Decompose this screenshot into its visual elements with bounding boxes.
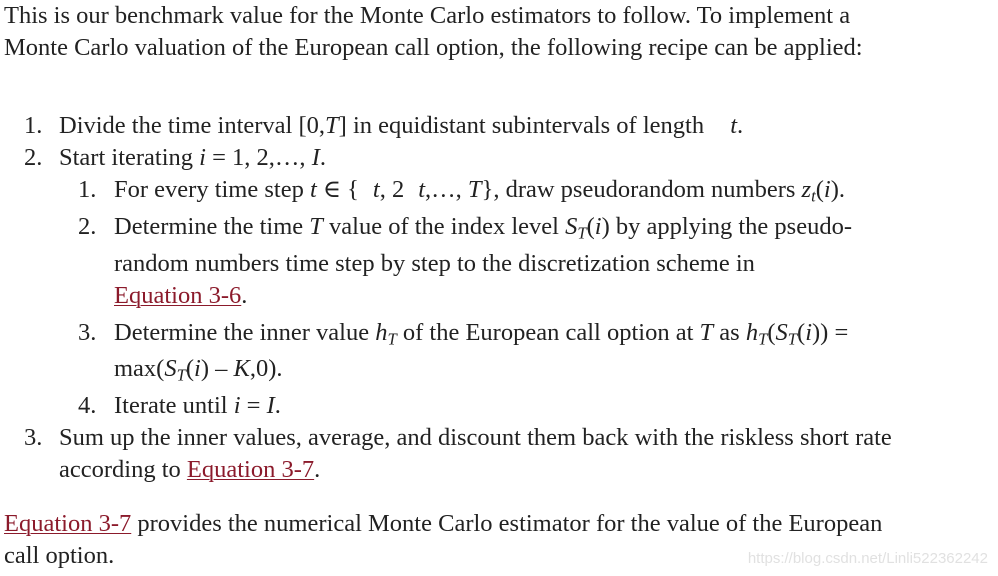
list-number: 2.: [24, 144, 43, 171]
list-number: 3.: [78, 319, 97, 346]
list-number: 2.: [78, 213, 97, 240]
recipe-list: [4, 110, 892, 486]
list-number: 1.: [24, 112, 43, 139]
list-item: 3. Determine the inner value $h_T$ of the European call option at T as $h_T(S_T(i))$ = $\max(S_T(i) - K,0)$.: [78, 319, 849, 385]
list-item: 2. Start iterating i = 1, 2,…, I.: [4, 142, 892, 174]
nested-list: [4, 174, 892, 422]
list-number: 4.: [78, 392, 97, 419]
equation-3-7-link[interactable]: Equation 3-7: [4, 510, 132, 537]
list-item: 1. For every time step t ∈ { t, 2 t,…, T}, draw pseudorandom numbers $z_t(i)$.: [78, 176, 846, 206]
watermark: https://blog.csdn.net/Linli522362242: [747, 550, 988, 567]
list-item: 1. Divide the time interval [0,T] in equidistant subintervals of length t.: [4, 110, 892, 142]
outro-paragraph: Equation 3-7 provides the numerical Monte Carlo estimator for the value of the European call option.: [4, 510, 883, 569]
equation-3-7-link[interactable]: Equation 3-7: [186, 456, 315, 483]
list-number: 1.: [78, 176, 97, 203]
list-item: 4. Iterate until i = I.: [4, 390, 892, 422]
intro-line-2: Monte Carlo valuation of the European call option, the following recipe can be applied:: [4, 34, 863, 61]
list-number: 3.: [24, 424, 43, 451]
list-item: 3. Sum up the inner values, average, and discount them back with the riskless short rate according to Equation 3-7.: [24, 424, 892, 483]
intro-line-1: This is our benchmark value for the Monte Carlo estimators to follow. To implement a: [4, 2, 851, 29]
equation-3-6-link[interactable]: Equation 3-6: [114, 282, 242, 309]
list-item: 2. Determine the time T value of the index level $S_T(i)$ by applying the pseudo- random numbers time step by step to the discretization scheme in Equation 3-6.: [78, 213, 852, 309]
intro-paragraph: [4, 0, 863, 64]
